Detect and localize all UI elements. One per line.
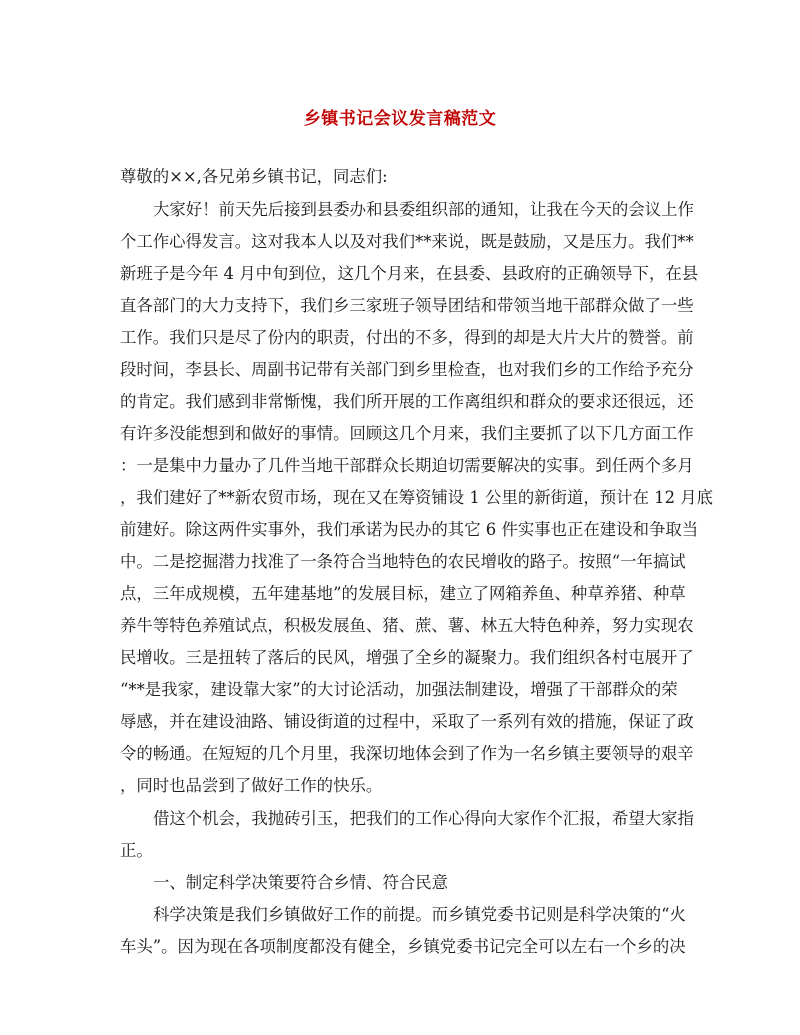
text-line: 养牛等特色养殖试点，积极发展鱼、猪、蔗、薯、林五大特色种养，努力实现农 [120, 616, 694, 635]
section-heading: 一、制定科学决策要符合乡情、符合民意 [153, 873, 449, 892]
text-line: 大家好！前天先后接到县委办和县委组织部的通知，让我在今天的会议上作 [153, 200, 694, 219]
text-line: 的肯定。我们感到非常惭愧，我们所开展的工作离组织和群众的要求还很远，还 [120, 392, 694, 411]
text-line: 令的畅通。在短短的几个月里，我深切地体会到了作为一名乡镇主要领导的艰辛 [120, 744, 694, 763]
text-line: 有许多没能想到和做好的事情。回顾这几个月来，我们主要抓了以下几方面工作 [120, 424, 694, 443]
text-line: 前建好。除这两件实事外，我们承诺为民办的其它 6 件实事也正在建设和争取当 [120, 520, 699, 539]
text-line: 直各部门的大力支持下，我们乡三家班子领导团结和带领当地干部群众做了一些 [120, 296, 694, 315]
text-line: 尊敬的××,各兄弟乡镇书记，同志们: [120, 167, 388, 186]
document-title: 乡镇书记会议发言稿范文 [303, 109, 497, 129]
text-line: ：一是集中力量办了几件当地干部群众长期迫切需要解决的实事。到任两个多月 [120, 456, 694, 475]
text-line: 民增收。三是扭转了落后的民风，增强了全乡的凝聚力。我们组织各村屯展开了 [120, 648, 694, 667]
text-line: 正。 [120, 841, 153, 860]
text-line: ，我们建好了**新农贸市场，现在又在筹资铺设 1 公里的新街道，预计在 12 月底 [120, 488, 714, 507]
text-line: 个工作心得发言。这对我本人以及对我们**来说，既是鼓励，又是压力。我们** [120, 232, 694, 251]
text-line: 工作。我们只是尽了份内的职责，付出的不多，得到的却是大片大片的赞誉。前 [120, 328, 694, 347]
text-line: 车头”。因为现在各项制度都没有健全，乡镇党委书记完全可以左右一个乡的决 [120, 937, 686, 956]
text-line: “**是我家，建设靠大家”的大讨论活动，加强法制建设，增强了干部群众的荣 [120, 680, 678, 699]
text-line: 科学决策是我们乡镇做好工作的前提。而乡镇党委书记则是科学决策的“火 [153, 905, 686, 924]
text-line: 段时间，李县长、周副书记带有关部门到乡里检查，也对我们乡的工作给予充分 [120, 360, 694, 379]
text-line: 新班子是今年 4 月中旬到位，这几个月来，在县委、县政府的正确领导下，在县 [120, 264, 699, 283]
text-line: 辱感，并在建设油路、铺设街道的过程中，采取了一系列有效的措施，保证了政 [120, 712, 694, 731]
text-line: 借这个机会，我抛砖引玉，把我们的工作心得向大家作个汇报，希望大家指 [153, 809, 694, 828]
text-line: ，同时也品尝到了做好工作的快乐。 [120, 776, 383, 795]
text-line: 点，三年成规模，五年建基地”的发展目标，建立了网箱养鱼、种草养猪、种草 [120, 584, 686, 603]
text-line: 中。二是挖掘潜力找准了一条符合当地特色的农民增收的路子。按照“一年搞试 [120, 552, 686, 571]
